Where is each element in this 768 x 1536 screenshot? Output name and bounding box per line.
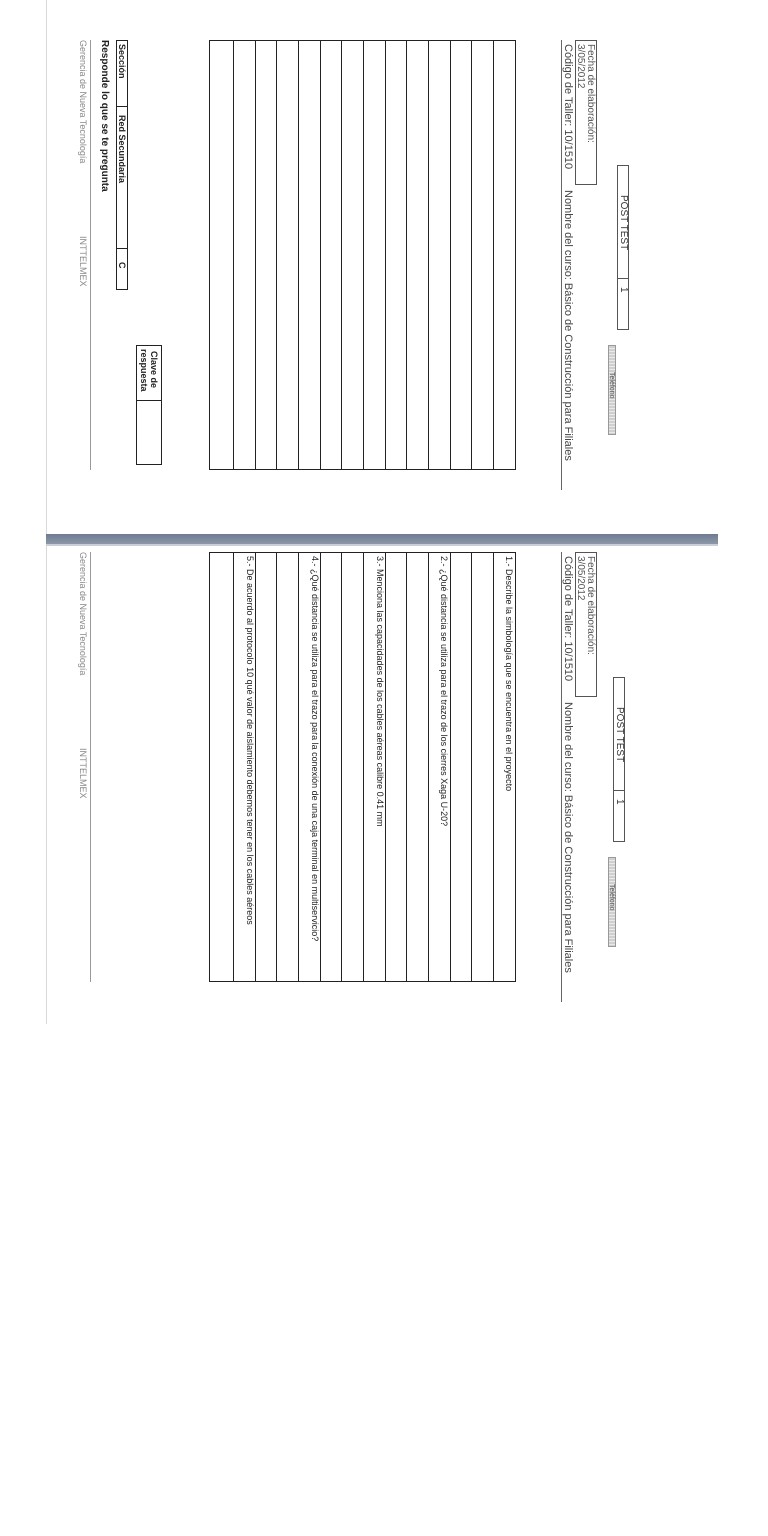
nombre-curso: Nombre del curso: Básico de Construcción para Filiales (562, 190, 574, 461)
answer-line (428, 41, 429, 469)
instruction-text: Responde lo que se te pregunta (99, 40, 110, 192)
answer-line (255, 553, 256, 981)
question-1: 1.- Describe la simbología que se encuentra en el proyecto (504, 556, 514, 792)
footer-rule (90, 552, 91, 982)
answer-line (233, 553, 234, 981)
stamp-text: Teléfono (608, 884, 615, 911)
answer-line (471, 553, 472, 981)
question-3: 3.- Menciona las capacidades de los cables aéreas calibre 0.41 mm (375, 556, 385, 827)
answer-line (493, 41, 494, 469)
post-test-number: 1 (614, 799, 625, 805)
answer-line (276, 553, 277, 981)
codigo-taller: Código de Taller: 10/1510 (562, 556, 574, 682)
answer-line (255, 41, 256, 469)
answer-line (385, 41, 386, 469)
answer-line (428, 553, 429, 981)
seccion-letter: C (117, 262, 127, 269)
answer-line (406, 41, 407, 469)
answer-line (450, 553, 451, 981)
clave-label-line2: respuesta (139, 349, 149, 392)
fecha-value: 3/05/2012 (575, 556, 586, 601)
footer-department: Gerencia de Nueva Tecnología (78, 40, 88, 164)
clave-label-line1: Clave de (149, 351, 159, 389)
answer-line (341, 553, 342, 981)
post-test-title: POST TEST (614, 707, 625, 763)
answer-line (406, 553, 407, 981)
answer-line (276, 41, 277, 469)
stamp-text: Teléfono (608, 372, 615, 399)
question-5: 5.- De acuerdo al protocolo 10 qué valor de aislamiento debemos tener en los cables aéreos (245, 556, 255, 925)
answer-line (450, 41, 451, 469)
answer-line (298, 41, 299, 469)
answer-line (493, 553, 494, 981)
post-test-title: POST TEST (618, 195, 629, 251)
seccion-name: Red Secundaria (117, 115, 127, 184)
answer-line (471, 41, 472, 469)
question-2: 2.- ¿Qué distancia se utiliza para el trazo de los cierres Xaga U-20? (439, 556, 449, 827)
answer-line (320, 41, 321, 469)
footer-company: INTTELMEX (78, 748, 88, 799)
footer-company: INTTELMEX (78, 236, 88, 287)
fecha-value: 3/05/2012 (575, 44, 586, 89)
answer-line (363, 553, 364, 981)
answer-line (385, 553, 386, 981)
nombre-curso: Nombre del curso: Básico de Construcción para Filiales (562, 702, 574, 973)
fecha-label: Fecha de elaboración: (585, 44, 596, 143)
header-rule (561, 552, 562, 1002)
fecha-label: Fecha de elaboración: (585, 556, 596, 655)
answer-line (298, 553, 299, 981)
answer-line (363, 41, 364, 469)
page-post-test-questions (0, 512, 768, 1536)
footer-rule (90, 40, 91, 470)
answer-line (320, 553, 321, 981)
header-rule (561, 40, 562, 490)
question-4: 4.- ¿Qué distancia se utiliza para el trazo para la conexión de una caja terminal en multiservicio? (310, 556, 320, 942)
codigo-taller: Código de Taller: 10/1510 (562, 44, 574, 170)
answer-line (233, 41, 234, 469)
seccion-label: Sección (117, 44, 127, 79)
answer-line (341, 41, 342, 469)
post-test-number: 1 (618, 287, 629, 293)
footer-department: Gerencia de Nueva Tecnología (78, 552, 88, 676)
answer-lines-table (209, 40, 516, 470)
questions-table (209, 552, 516, 982)
